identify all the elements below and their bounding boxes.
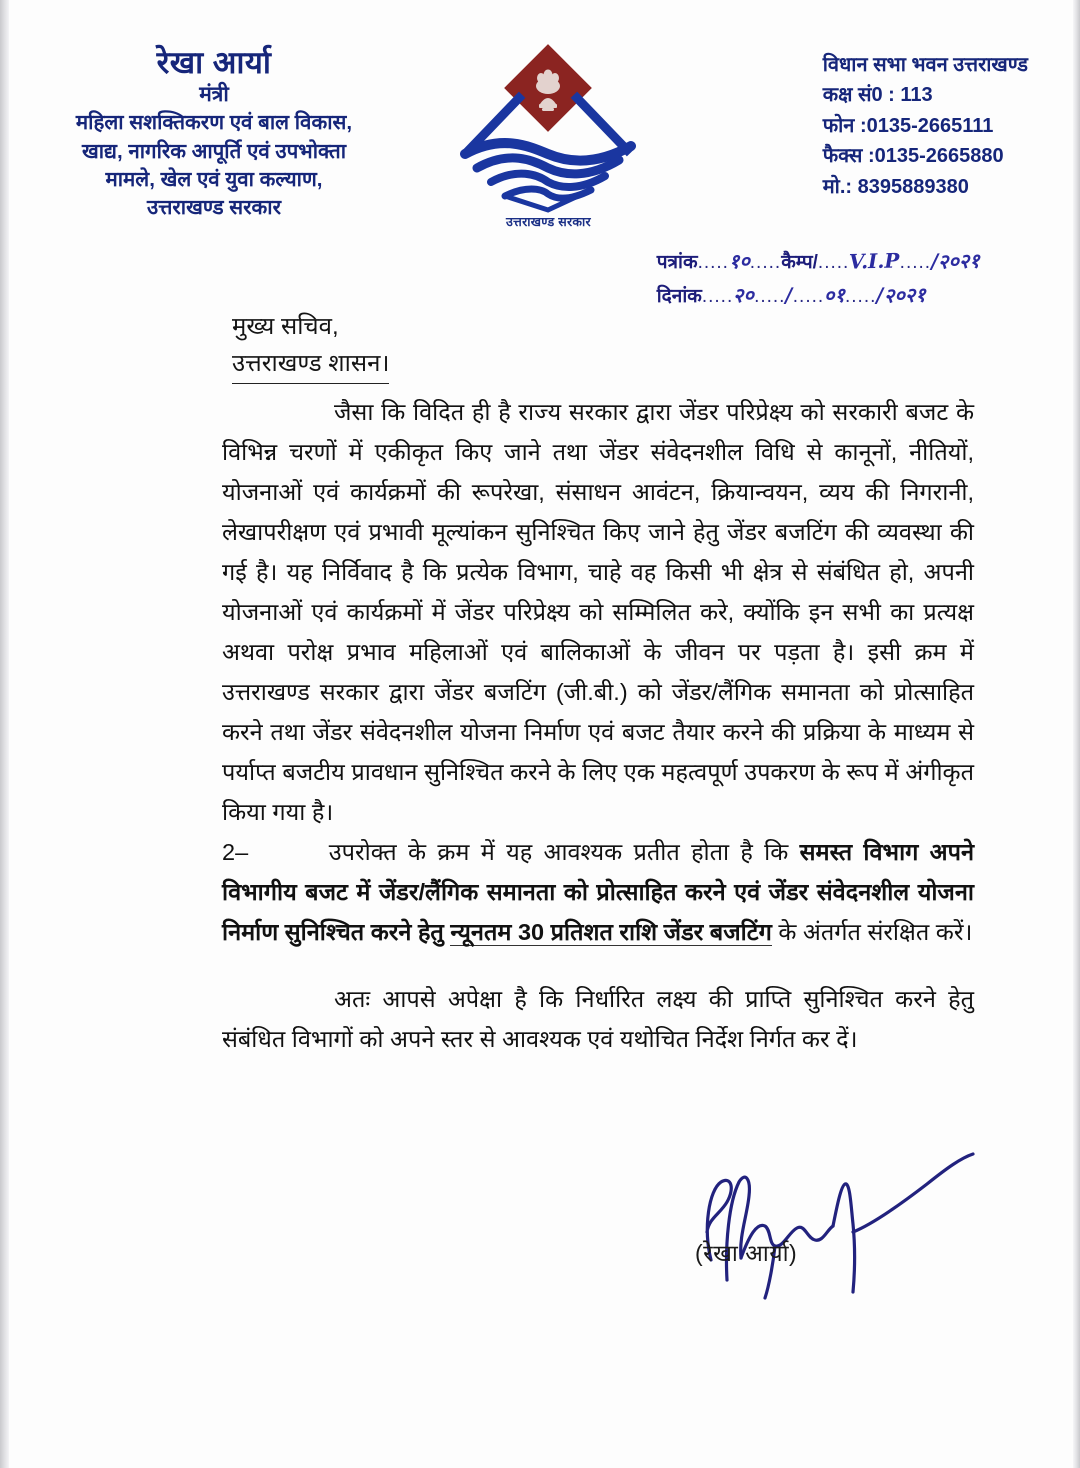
letter-date-label: दिनांक [656, 285, 702, 307]
ref-dots-4: ..... [899, 252, 932, 273]
letter-number-row [657, 246, 980, 278]
date-dots-3: ..... [792, 285, 825, 307]
date-year-value: २०२१ [883, 281, 926, 308]
minister-name: रेखा आर्या [156, 45, 272, 80]
minister-role: मंत्री [199, 83, 229, 107]
date-slash-1: / [785, 282, 794, 307]
date-slash-2: / [876, 282, 885, 307]
emblem-caption: उत्तराखण्ड सरकार [506, 215, 591, 229]
paragraph-2-number: 2– [222, 839, 249, 865]
letterhead [9, 38, 1073, 253]
date-day-value: २० [732, 282, 755, 307]
date-dots-2: ..... [754, 285, 786, 307]
date-dots-4: ..... [845, 285, 877, 307]
letter-camp-label: कैम्प/ [781, 252, 818, 273]
page-edge-shadow-left [0, 0, 9, 1468]
ref-dots-2: ..... [749, 252, 782, 273]
signature-name: (रेखा आर्या) [695, 1240, 798, 1266]
page-edge-shadow-right [1073, 0, 1080, 1468]
letter-year-value: २०२१ [938, 248, 981, 274]
paragraph-2-normal-text: उपरोक्त के क्रम में यह आवश्यक प्रतीत होता है कि [328, 839, 800, 865]
addressee-government [232, 345, 389, 384]
letter-number-value: १० [728, 248, 751, 274]
contact-fax: फैक्स :0135-2665880 [822, 145, 1004, 168]
emblem-icon [441, 42, 656, 217]
paragraph-2-tail-text: के अंतर्गत संरक्षित करें। [778, 919, 973, 945]
paragraph-2-emphasis-text: न्यूनतम 30 प्रतिशत राशि जेंडर बजटिंग [450, 919, 772, 945]
date-dots-1: ..... [701, 285, 734, 307]
body-paragraph-1: जैसा कि विदित ही है राज्य सरकार द्वारा जेंडर परिप्रेक्ष्य को सरकारी बजट के विभिन्न चरणों में एकीकृत किए जाने तथा जेंडर संवेदनशील विधि से कानूनों, नीतियों, योजनाओं एवं कार्यक्रमों की रूपरेखा, संसाधन आवंटन, क्रियान्वयन, व्यय की निगरानी, लेखापरीक्षण एवं प्रभावी मूल्यांकन सुनिश्चित किए जाने हेतु जेंडर बजटिंग की व्यवस्था की गई है। यह निर्विवाद है कि प्रत्येक विभाग, चाहे वह किसी भी क्षेत्र से संबंधित हो, अपनी योजनाओं एवं कार्यक्रमों में जेंडर परिप्रेक्ष्य को सम्मिलित करे, क्योंकि इन सभी का प्रत्यक्ष अथवा परोक्ष प्रभाव महिलाओं एवं बालिकाओं के जीवन पर पड़ता है। इसी क्रम में उत्तराखण्ड सरकार द्वारा जेंडर बजटिंग (जी.बी.) को जेंडर/लैंगिक समानता को प्रोत्साहित करने तथा जेंडर संवेदनशील योजना निर्माण एवं बजट तैयार करने की प्रक्रिया के माध्यम से पर्याप्त बजटीय प्रावधान सुनिश्चित करने के लिए एक महत्वपूर्ण उपकरण के रूप में अंगीकृत किया गया है। [222, 399, 974, 825]
ref-dots-1: ..... [697, 252, 729, 273]
addressee-government-text: उत्तराखण्ड शासन। [232, 345, 389, 384]
addressee-block [232, 308, 389, 384]
paragraph-2-bold-text: समस्त विभाग अपने विभागीय बजट में जेंडर/लैंगिक समानता को प्रोत्साहित करने एवं जेंडर संवेदनशील योजना निर्माण सुनिश्चित करने हेतु [222, 839, 975, 945]
letter-number-label: पत्रांक [656, 252, 698, 273]
contact-phone: फोन :0135-2665111 [822, 114, 994, 137]
ref-dots-3: ..... [817, 252, 850, 273]
contact-mobile: मो.: 8395889380 [822, 175, 969, 198]
letter-body [222, 392, 974, 1059]
portfolio-line-2: खाद्य, नागरिक आपूर्ति एवं उपभोक्ता [81, 139, 347, 163]
portfolio-line-1: महिला सशक्तिकरण एवं बाल विकास, [75, 111, 353, 135]
portfolio-line-4: उत्तराखण्ड सरकार [147, 196, 281, 220]
addressee-designation: मुख्य सचिव, [232, 313, 339, 340]
body-paragraph-3: अतः आपसे अपेक्षा है कि निर्धारित लक्ष्य की प्राप्ति सुनिश्चित करने हेतु संबंधित विभागों को अपने स्तर से आवश्यक एवं यथोचित निर्देश निर्गत कर दें। [222, 986, 974, 1052]
portfolio-line-3: मामले, खेल एवं युवा कल्याण, [105, 167, 323, 191]
contact-room-number: कक्ष सं0 : 113 [822, 84, 933, 107]
signature-block [665, 1140, 985, 1290]
letter-date-row [657, 280, 980, 312]
body-paragraph-2 [222, 832, 974, 952]
reference-block [657, 246, 980, 313]
date-month-value: ०१ [823, 282, 846, 307]
letterhead-minister-block [19, 46, 409, 222]
letter-slash-1: / [930, 248, 939, 274]
letterhead-contact-block [823, 50, 1028, 202]
contact-address: विधान सभा भवन उत्तराखण्ड [822, 54, 1028, 76]
letter-vip-value: V.I.P [849, 248, 900, 274]
handwritten-signature-icon [665, 1140, 985, 1300]
uttarakhand-government-emblem [441, 42, 656, 232]
